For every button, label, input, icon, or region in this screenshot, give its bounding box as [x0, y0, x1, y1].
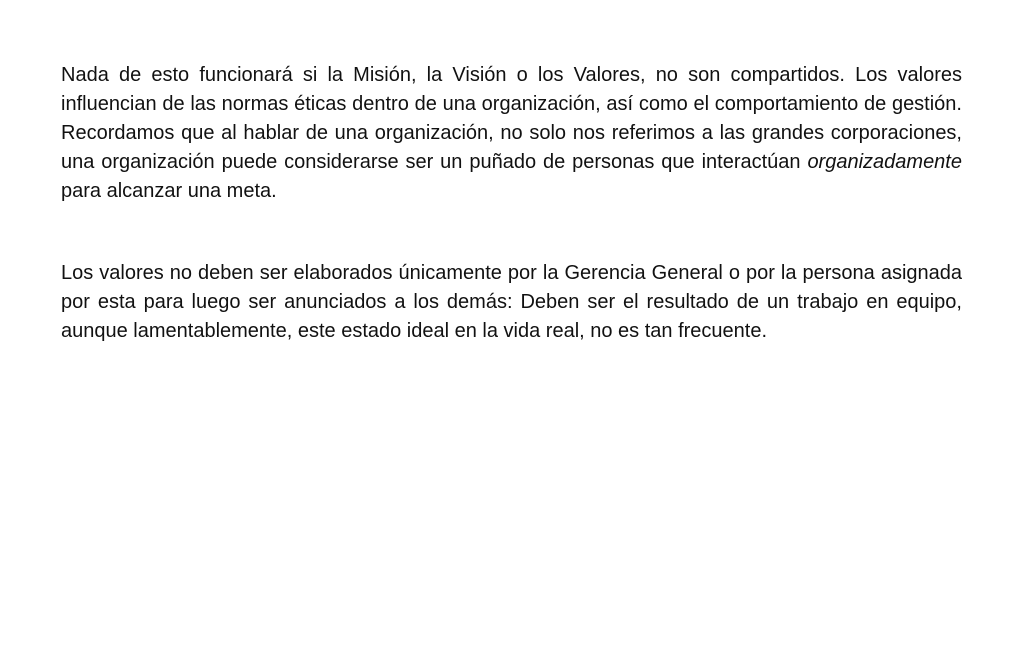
- paragraph-1-ending: para alcanzar una meta.: [61, 180, 277, 202]
- emphasized-word: organizadamente: [807, 151, 962, 173]
- paragraph-1-text: Nada de esto funcionará si la Misión, la Visión o los Valores, no son compartidos. Los valores influencian de las normas éticas dentro de una organización, así como el comportamiento de gestión. Recordamos que al hablar de una organización, no solo nos referimos a las grandes corporaciones, una organización puede considerarse ser un puñado de personas que interactúan: [61, 64, 962, 173]
- document-body: [61, 61, 962, 346]
- paragraph-mission-vision-values: [61, 61, 962, 206]
- paragraph-2-text: Los valores no deben ser elaborados únicamente por la Gerencia General o por la persona asignada por esta para luego ser anunciados a los demás: Deben ser el resultado de un trabajo en equipo, aunque lamentablemente, este estado ideal en la vida real, no es tan frecuente.: [61, 262, 962, 342]
- paragraph-values-teamwork: [61, 259, 962, 346]
